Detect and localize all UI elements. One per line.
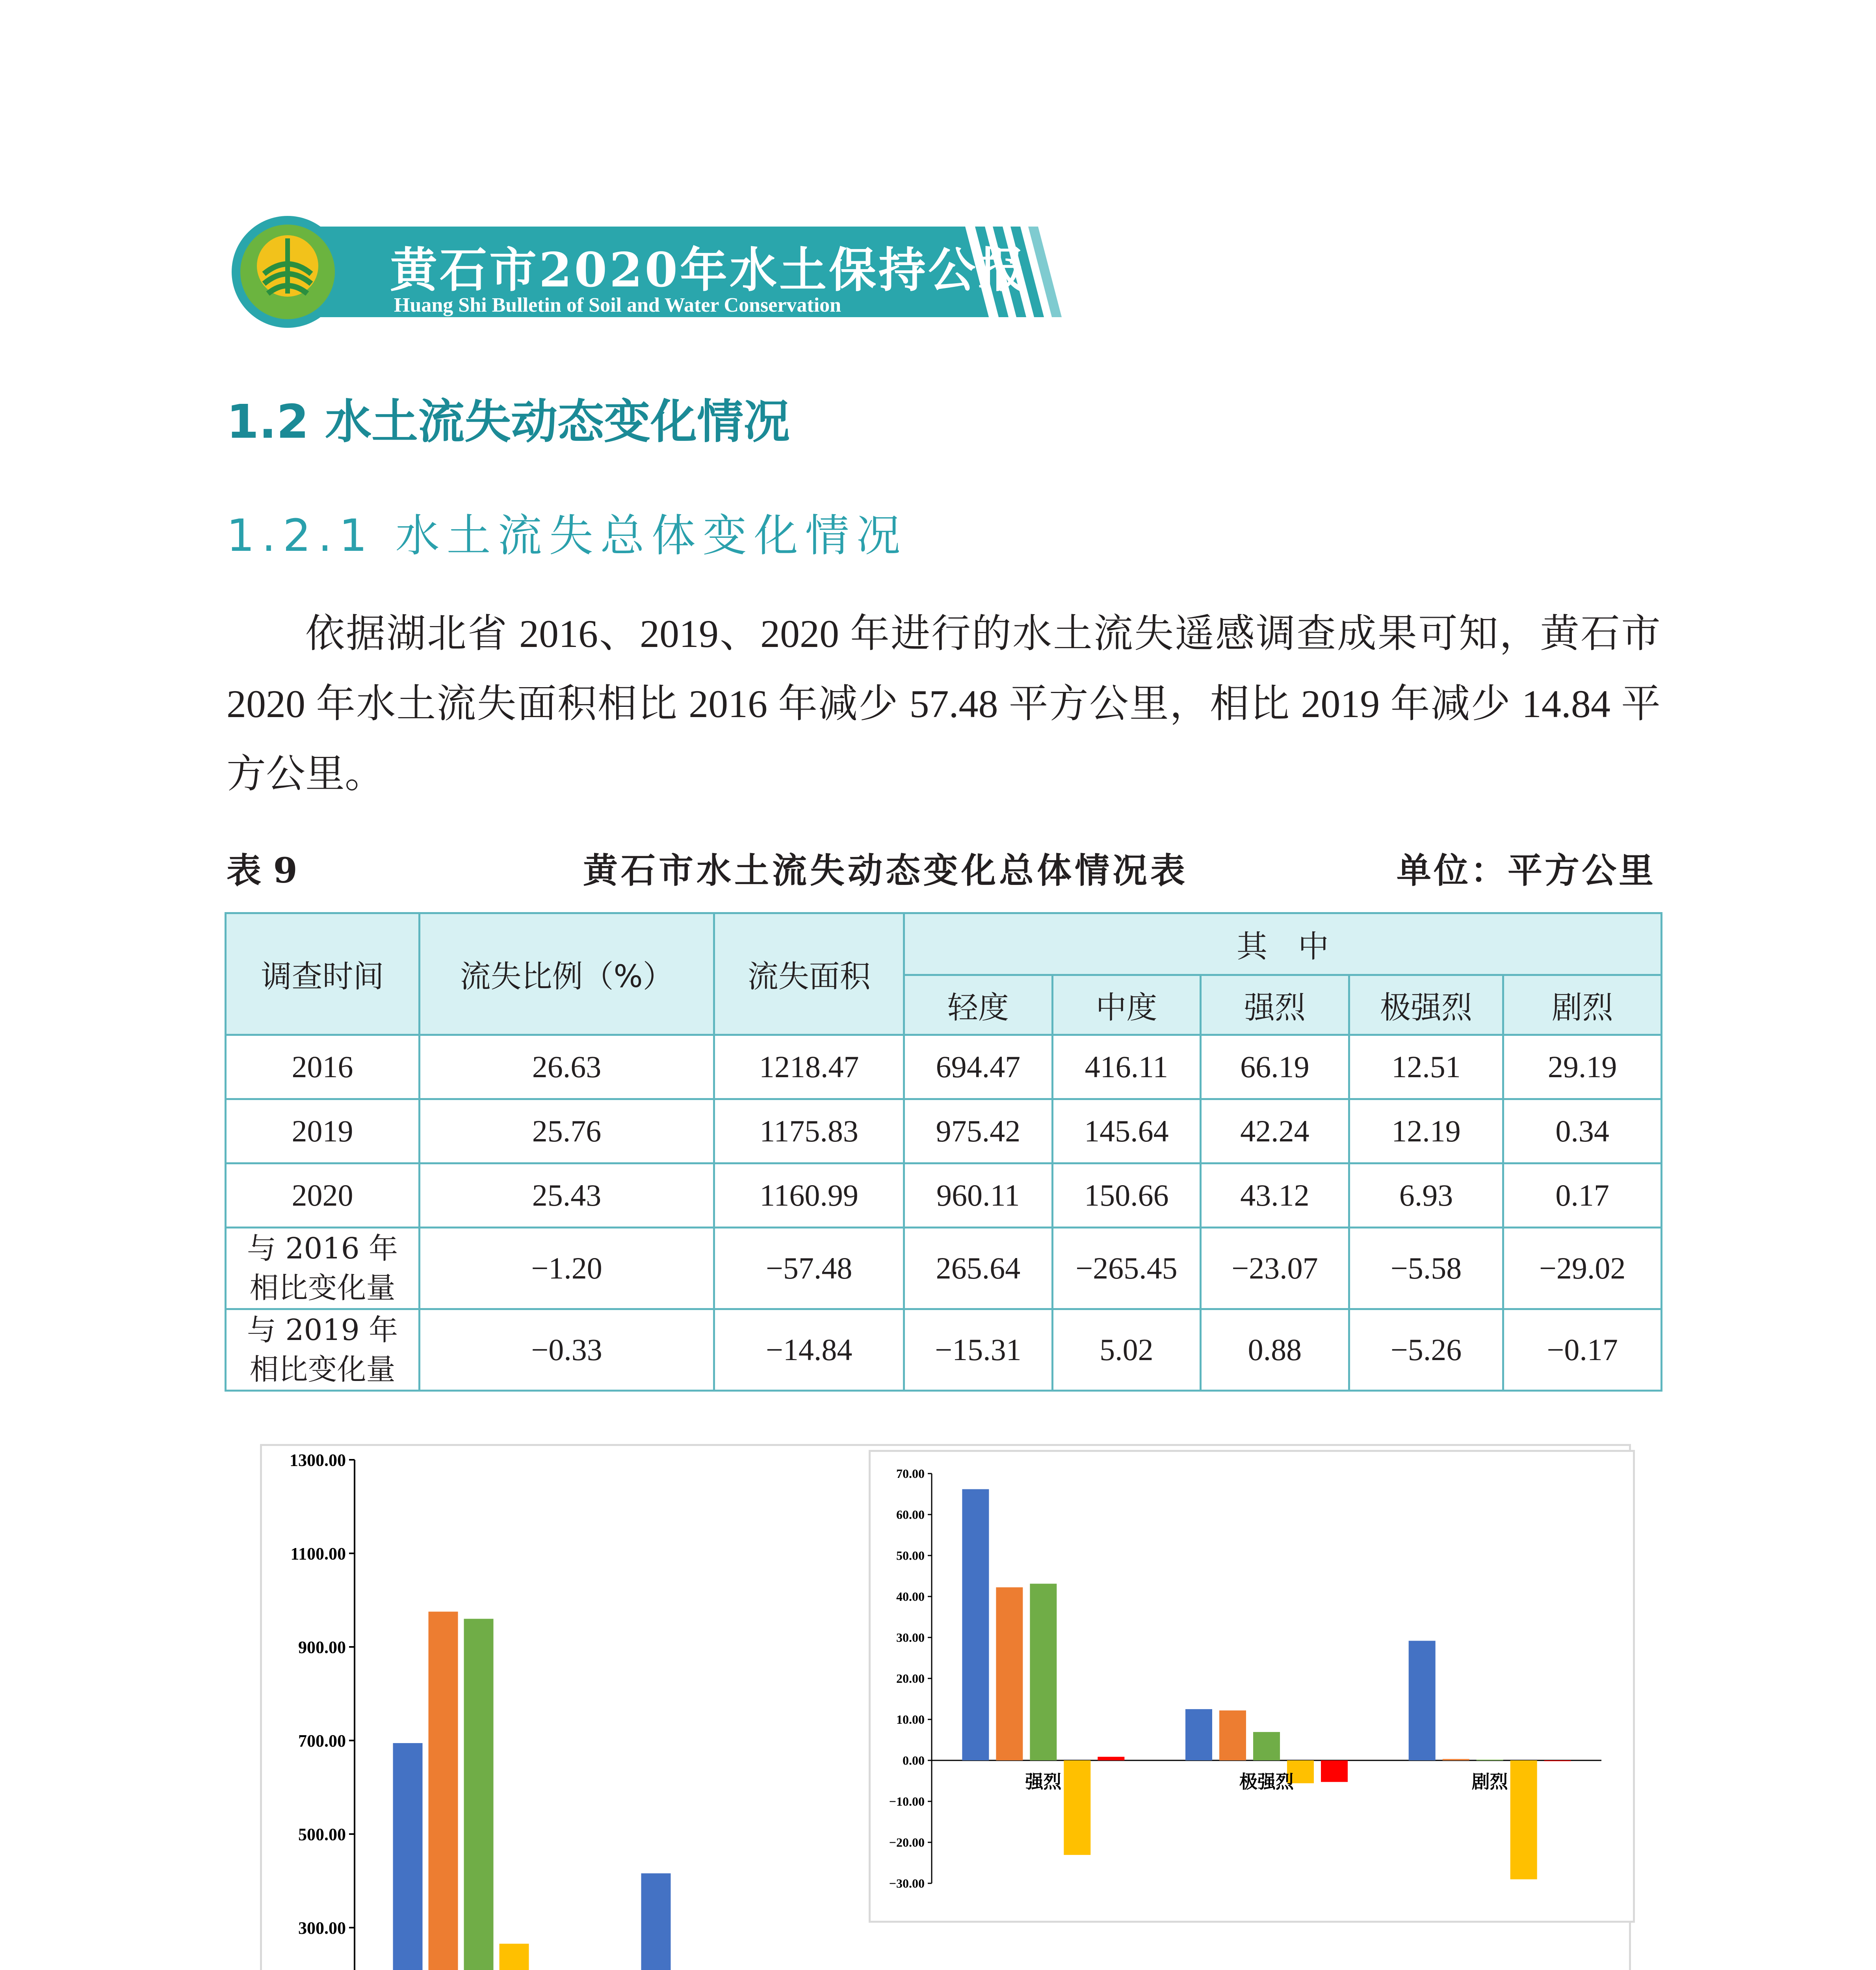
table-cell: 1160.99 (714, 1163, 904, 1228)
table-cell: 145.64 (1052, 1099, 1201, 1163)
table-cell: 150.66 (1052, 1163, 1201, 1228)
y-tick-label: −10.00 (889, 1794, 925, 1809)
table-cell: 43.12 (1201, 1163, 1349, 1228)
table-row (226, 1228, 1662, 1309)
category-label: 剧烈 (1471, 1772, 1508, 1792)
table-cell: −1.20 (420, 1228, 714, 1309)
bar (393, 1743, 423, 1970)
table-cell: 29.19 (1503, 1035, 1662, 1099)
bar (464, 1619, 494, 1970)
row-label: 2016 (226, 1035, 420, 1099)
table-cell: 0.88 (1201, 1309, 1349, 1391)
row-label-line1: 与 2019 年 (247, 1313, 398, 1347)
table-cell: −5.26 (1349, 1309, 1503, 1391)
bar (641, 1873, 671, 1970)
row-label (226, 1309, 420, 1391)
row-label-line1: 与 2016 年 (247, 1232, 398, 1266)
header-level-mild: 轻度 (904, 975, 1053, 1035)
bar (500, 1944, 529, 1970)
bar (1321, 1760, 1348, 1782)
table-cell: 5.02 (1052, 1309, 1201, 1391)
y-tick-label: 40.00 (896, 1589, 925, 1604)
y-tick-label: −20.00 (889, 1835, 925, 1850)
bar (1219, 1710, 1246, 1760)
y-tick-label: 1300.00 (290, 1450, 346, 1470)
category-label: 极强烈 (1239, 1772, 1294, 1792)
y-tick-label: 70.00 (896, 1466, 925, 1481)
table-cell: −0.17 (1503, 1309, 1662, 1391)
table-cell: −265.45 (1052, 1228, 1201, 1309)
table-cell: −14.84 (714, 1309, 904, 1391)
table-cell: −29.02 (1503, 1228, 1662, 1309)
section-heading: 1.2 水土流失动态变化情况 (227, 394, 790, 449)
table-cell: 25.76 (420, 1099, 714, 1163)
bar (1064, 1760, 1090, 1855)
header-time: 调查时间 (226, 913, 420, 1035)
table-cell: 12.19 (1349, 1099, 1503, 1163)
table-cell: 25.43 (420, 1163, 714, 1228)
bulletin-subtitle: Huang Shi Bulletin of Soil and Water Conservation (394, 294, 841, 316)
header-level-intense: 强烈 (1201, 975, 1349, 1035)
table-cell: 26.63 (420, 1035, 714, 1099)
table-cell: 416.11 (1052, 1035, 1201, 1099)
table-cell: 694.47 (904, 1035, 1053, 1099)
row-label-line2: 相比变化量 (249, 1353, 396, 1386)
bar (1030, 1584, 1057, 1760)
y-tick-label: 50.00 (896, 1548, 925, 1563)
bar (1185, 1709, 1212, 1760)
bar (429, 1611, 458, 1970)
table-cell: 12.51 (1349, 1035, 1503, 1099)
row-label: 2019 (226, 1099, 420, 1163)
table-title: 黄石市水土流失动态变化总体情况表 (583, 850, 1189, 891)
inset-bar-chart (869, 1450, 1631, 1919)
table-row (226, 1163, 1662, 1228)
table-row (226, 1099, 1662, 1163)
soil-loss-table (225, 912, 1662, 1392)
table-cell: −5.58 (1349, 1228, 1503, 1309)
row-label-line2: 相比变化量 (249, 1271, 396, 1305)
y-tick-label: 20.00 (896, 1671, 925, 1686)
header-among: 其 中 (904, 913, 1662, 975)
table-cell: −23.07 (1201, 1228, 1349, 1309)
table-cell: −15.31 (904, 1309, 1053, 1391)
table-cell: 66.19 (1201, 1035, 1349, 1099)
table-cell: 0.17 (1503, 1163, 1662, 1228)
y-tick-label: 30.00 (896, 1630, 925, 1645)
table-unit: 单位：平方公里 (1397, 850, 1656, 891)
y-tick-label: 60.00 (896, 1507, 925, 1522)
bar (1443, 1759, 1469, 1760)
header-area: 流失面积 (714, 913, 904, 1035)
table-cell: 1218.47 (714, 1035, 904, 1099)
bar (996, 1587, 1023, 1760)
bar (1409, 1641, 1436, 1760)
bar (1098, 1757, 1124, 1760)
y-tick-label: 1100.00 (290, 1544, 346, 1563)
body-paragraph: 依据湖北省 2016、2019、2020 年进行的水土流失遥感调查成果可知，黄石市 2020 年水土流失面积相比 2016 年减少 57.48 平方公里，相比 2019 年减少 14.84 平方公里。 (227, 612, 1661, 796)
category-label: 强烈 (1025, 1772, 1062, 1792)
bar (1544, 1760, 1571, 1761)
logo-emblem (230, 215, 345, 329)
y-tick-label: 700.00 (298, 1731, 346, 1751)
header-ratio: 流失比例（%） (420, 913, 714, 1035)
subsection-heading: 1.2.1 水土流失总体变化情况 (227, 510, 908, 561)
y-tick-label: 10.00 (896, 1712, 925, 1727)
y-tick-label: 500.00 (298, 1825, 346, 1844)
header-level-severe: 剧烈 (1503, 975, 1662, 1035)
header-level-moderate: 中度 (1052, 975, 1201, 1035)
table-cell: 6.93 (1349, 1163, 1503, 1228)
table-row (226, 1035, 1662, 1099)
table-cell: 960.11 (904, 1163, 1053, 1228)
table-cell: −57.48 (714, 1228, 904, 1309)
y-tick-label: −30.00 (889, 1876, 925, 1891)
bar (1253, 1732, 1280, 1760)
table-cell: 42.24 (1201, 1099, 1349, 1163)
y-tick-label: 0.00 (903, 1753, 925, 1768)
y-tick-label: 900.00 (298, 1637, 346, 1657)
y-tick-label: 300.00 (298, 1918, 346, 1938)
row-label: 2020 (226, 1163, 420, 1228)
table-cell: 1175.83 (714, 1099, 904, 1163)
bar (1510, 1760, 1537, 1879)
bulletin-title: 黄石市2020年水土保持公报 (390, 242, 1027, 298)
table-number: 表 9 (227, 850, 297, 891)
header-level-very-intense: 极强烈 (1349, 975, 1503, 1035)
table-cell: 975.42 (904, 1099, 1053, 1163)
table-cell: −0.33 (420, 1309, 714, 1391)
row-label (226, 1228, 420, 1309)
table-row (226, 1309, 1662, 1391)
table-cell: 265.64 (904, 1228, 1053, 1309)
bar (962, 1489, 989, 1760)
table-cell: 0.34 (1503, 1099, 1662, 1163)
